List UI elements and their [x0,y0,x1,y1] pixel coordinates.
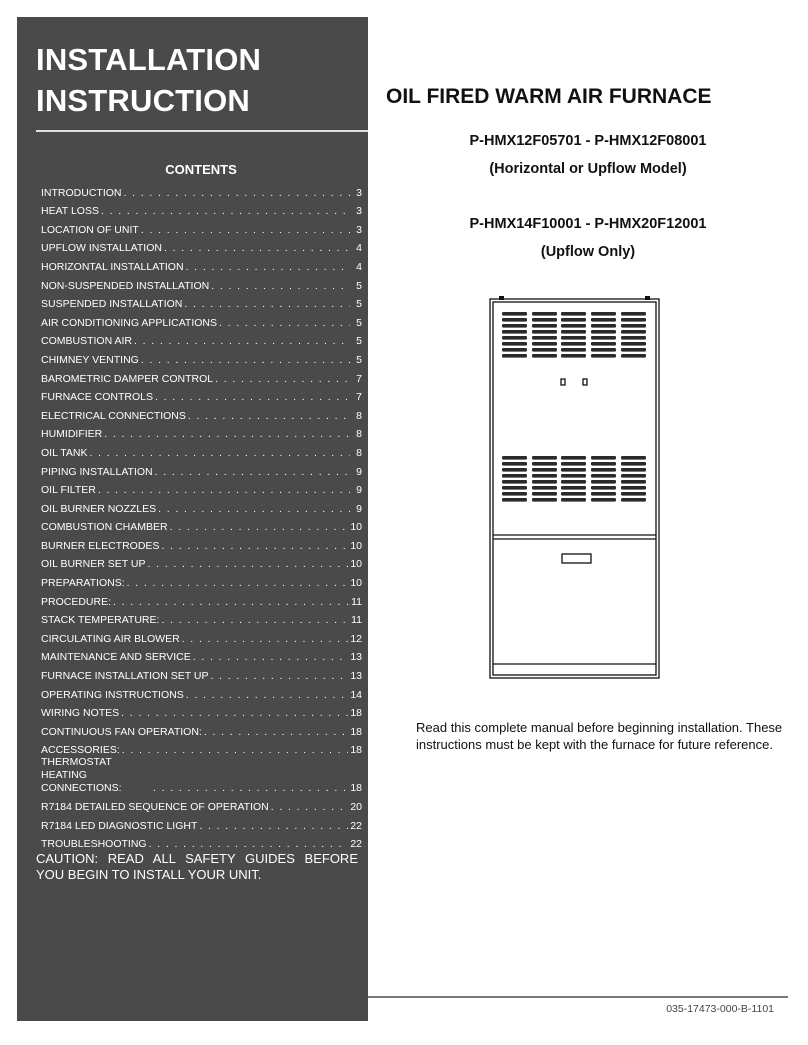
toc-entry-page: 18 [350,782,362,795]
toc-entry-page: 10 [350,577,362,590]
toc-leader-dots [204,726,348,739]
model-range-1-note: (Horizontal or Upflow Model) [489,161,687,177]
toc-entry-page: 10 [350,539,362,552]
louver-slot [621,348,646,352]
louver-slot [532,486,557,490]
louver-slot [621,318,646,322]
louver-slot [591,336,616,340]
toc-leader-dots [199,820,348,833]
toc-entry [41,311,362,330]
toc-entry-label: PIPING INSTALLATION [41,465,153,478]
toc-entry-page: 7 [356,372,362,385]
louver-slot [532,330,557,334]
toc-entry [41,181,362,200]
toc-entry-label: HEAT LOSS [41,205,99,218]
main-title: OIL FIRED WARM AIR FURNACE [386,85,712,108]
louver-slot [502,468,527,472]
louver-slot [591,492,616,496]
louver-slot [532,492,557,496]
toc-entry [41,218,362,237]
louver-slot [621,468,646,472]
toc-entry [41,274,362,293]
toc-entry-label: HUMIDIFIER [41,428,103,441]
model-range-1: P-HMX12F05701 - P-HMX12F08001 [469,133,707,149]
toc-entry-page: 4 [356,260,362,273]
louver-slot [561,336,586,340]
louver-slot [561,492,586,496]
toc-leader-dots [147,558,348,571]
toc-entry [41,237,362,256]
toc-entry-label: OIL FILTER [41,484,96,497]
toc-entry-page: 3 [356,186,362,199]
louver-slot [561,468,586,472]
louver-slot [561,354,586,358]
toc-entry-page: 3 [356,223,362,236]
toc-entry-label: TROUBLESHOOTING [41,838,147,851]
toc-entry-label: ACCESSORIES: [41,744,120,757]
louver-slot [591,486,616,490]
louver-slot [502,492,527,496]
toc-entry-label: OIL BURNER NOZZLES [41,502,157,515]
louver-slot [561,318,586,322]
toc-leader-dots [184,298,350,311]
toc-entry-label: LOCATION OF UNIT [41,223,139,236]
louver-slot [532,324,557,328]
table-of-contents [41,181,362,851]
louver-slot [502,498,527,502]
toc-leader-dots [210,670,348,683]
toc-entry-label: PREPARATIONS: [41,577,125,590]
toc-entry [41,646,362,665]
toc-entry [41,757,362,795]
title-divider [36,130,368,132]
caution-text: CAUTION: READ ALL SAFETY GUIDES BEFORE YOU BEGIN TO INSTALL YOUR UNIT. [36,851,358,882]
toc-entry [41,553,362,572]
louver-slot [591,354,616,358]
louver-slot [591,348,616,352]
toc-entry-label: AIR CONDITIONING APPLICATIONS [41,316,217,329]
louver-slot [532,456,557,460]
toc-entry-page: 22 [350,819,362,832]
toc-leader-dots [149,838,349,851]
toc-entry [41,404,362,423]
louver-slot [561,480,586,484]
toc-leader-dots [170,521,349,534]
toc-entry-label: OIL BURNER SET UP [41,558,146,571]
toc-entry-label: R7184 DETAILED SEQUENCE OF OPERATION [41,801,269,813]
toc-leader-dots [186,689,349,702]
toc-leader-dots [113,596,349,609]
toc-entry-label: HORIZONTAL INSTALLATION [41,260,184,273]
louver-slot [502,348,527,352]
louver-slot [591,312,616,316]
toc-entry-page: 9 [356,484,362,497]
toc-entry-label: WIRING NOTES [41,707,120,720]
toc-leader-dots [141,354,350,367]
toc-entry-label: BAROMETRIC DAMPER CONTROL [41,372,214,385]
toc-leader-dots [155,466,350,479]
toc-entry [41,367,362,386]
louver-slot [502,474,527,478]
toc-entry [41,330,362,349]
toc-entry-label: R7184 LED DIAGNOSTIC LIGHT [41,819,198,832]
louver-slot [561,330,586,334]
toc-leader-dots [153,782,348,795]
model-range-2-note: (Upflow Only) [540,244,636,260]
toc-leader-dots [215,373,350,386]
notice-text: Read this complete manual before beginning installation. These instructions must be kept with the furnace for future reference. [416,720,783,752]
louver-slot [502,324,527,328]
toc-entry-page: 11 [351,614,362,627]
louver-grilles [502,312,646,502]
louver-slot [621,342,646,346]
toc-leader-dots [104,428,350,441]
louver-slot [532,468,557,472]
toc-leader-dots [164,242,350,255]
toc-entry-label: UPFLOW INSTALLATION [41,242,162,255]
toc-entry [41,739,362,758]
toc-entry-label: BURNER ELECTRODES [41,539,160,552]
toc-entry [41,460,362,479]
louver-slot [591,324,616,328]
toc-leader-dots [122,744,349,757]
title-line-1: INSTALLATION [36,42,262,77]
toc-entry-label: NON-SUSPENDED INSTALLATION [41,279,210,292]
louver-slot [591,318,616,322]
toc-entry [41,200,362,219]
louver-slot [621,480,646,484]
toc-entry-label: ELECTRICAL CONNECTIONS [41,409,186,422]
toc-entry-page: 10 [350,558,362,571]
toc-leader-dots [182,633,349,646]
toc-entry [41,720,362,739]
toc-entry-page: 5 [356,316,362,329]
toc-entry [41,795,362,814]
louver-slot [532,498,557,502]
toc-entry-page: 8 [356,409,362,422]
toc-entry-page: 22 [350,838,362,851]
louver-slot [502,480,527,484]
toc-entry [41,590,362,609]
louver-slot [621,474,646,478]
toc-entry-page: 13 [350,670,362,683]
louver-slot [591,468,616,472]
toc-entry-page: 5 [356,298,362,311]
louver-slot [502,318,527,322]
sidebar [17,17,368,1021]
toc-leader-dots [134,335,350,348]
toc-entry-label: MAINTENANCE AND SERVICE [41,651,191,664]
toc-leader-dots [127,577,349,590]
toc-entry-page: 13 [350,651,362,664]
louver-slot [621,330,646,334]
toc-entry [41,534,362,553]
title-line-2: INSTRUCTION [36,83,251,118]
louver-slot [502,486,527,490]
toc-leader-dots [90,447,351,460]
toc-entry-label: SUSPENDED INSTALLATION [41,298,183,311]
toc-entry [41,386,362,405]
louver-slot [532,354,557,358]
louver-slot [561,498,586,502]
document-title [36,39,261,121]
louver-slot [532,474,557,478]
toc-leader-dots [101,205,350,218]
toc-leader-dots [193,651,349,664]
toc-entry-page: 20 [350,801,362,813]
louver-slot [591,330,616,334]
louver-slot [621,354,646,358]
louver-slot [532,312,557,316]
toc-entry [41,479,362,498]
toc-leader-dots [161,614,349,627]
louver-slot [532,336,557,340]
toc-entry-page: 10 [350,521,362,534]
louver-slot [502,354,527,358]
louver-slot [621,492,646,496]
toc-entry [41,348,362,367]
toc-leader-dots [155,391,350,404]
toc-leader-dots [271,801,349,814]
toc-entry [41,683,362,702]
toc-entry-label: CIRCULATING AIR BLOWER [41,632,180,645]
toc-entry-page: 14 [350,688,362,701]
louver-slot [591,342,616,346]
louver-slot [591,498,616,502]
toc-entry [41,702,362,721]
toc-entry-label: OIL TANK [41,446,88,459]
toc-entry-page: 8 [356,428,362,441]
toc-entry-page: 5 [356,353,362,366]
louver-slot [591,480,616,484]
toc-entry-label: THERMOSTAT HEATING CONNECTIONS: [41,757,122,795]
louver-slot [621,456,646,460]
louver-slot [621,498,646,502]
toc-entry [41,293,362,312]
louver-slot [502,330,527,334]
louver-slot [591,456,616,460]
louver-slot [621,324,646,328]
louver-slot [561,342,586,346]
toc-entry-page: 4 [356,242,362,255]
toc-leader-dots [161,540,348,553]
toc-leader-dots [141,224,350,237]
louver-slot [561,312,586,316]
toc-entry-page: 18 [350,725,362,738]
toc-leader-dots [219,317,350,330]
toc-leader-dots [121,707,348,720]
toc-leader-dots [158,503,350,516]
toc-entry-page: 9 [356,502,362,515]
louver-slot [561,456,586,460]
toc-entry [41,423,362,442]
furnace-illustration [488,296,661,681]
toc-entry-page: 5 [356,335,362,348]
toc-entry [41,833,362,852]
toc-entry-label: FURNACE INSTALLATION SET UP [41,670,209,683]
footer-divider [368,996,788,998]
model-range-2: P-HMX14F10001 - P-HMX20F12001 [469,216,707,232]
toc-entry [41,571,362,590]
louver-slot [532,480,557,484]
toc-entry [41,609,362,628]
toc-entry-page: 8 [356,446,362,459]
toc-entry-label: CONTINUOUS FAN OPERATION: [41,725,202,738]
toc-entry-label: OPERATING INSTRUCTIONS [41,688,184,701]
louver-slot [561,486,586,490]
louver-slot [532,462,557,466]
toc-entry-label: STACK TEMPERATURE: [41,614,160,627]
toc-entry [41,516,362,535]
document-number: 035-17473-000-B-1101 [666,1003,774,1015]
louver-slot [561,324,586,328]
louver-slot [502,462,527,466]
toc-entry-page: 3 [356,205,362,218]
toc-entry-page: 11 [351,595,362,608]
louver-slot [532,318,557,322]
toc-entry [41,441,362,460]
louver-slot [502,312,527,316]
toc-entry-label: INTRODUCTION [41,186,122,199]
louver-slot [532,342,557,346]
toc-entry-page: 12 [350,632,362,645]
toc-entry-label: PROCEDURE: [41,595,112,608]
toc-leader-dots [186,261,350,274]
louver-slot [502,342,527,346]
toc-entry [41,255,362,274]
toc-entry-page: 5 [356,279,362,292]
louver-slot [591,462,616,466]
toc-entry-label: FURNACE CONTROLS [41,391,154,404]
louver-slot [621,312,646,316]
toc-entry-page: 9 [356,465,362,478]
toc-entry [41,664,362,683]
louver-slot [621,486,646,490]
toc-entry-label: CHIMNEY VENTING [41,353,139,366]
louver-slot [591,474,616,478]
louver-slot [621,462,646,466]
louver-slot [532,348,557,352]
toc-entry [41,627,362,646]
toc-entry [41,814,362,833]
louver-slot [502,456,527,460]
louver-slot [561,474,586,478]
toc-entry-label: COMBUSTION CHAMBER [41,521,168,534]
toc-entry [41,497,362,516]
toc-entry-page: 18 [350,707,362,720]
louver-slot [502,336,527,340]
toc-leader-dots [98,484,350,497]
louver-slot [561,348,586,352]
toc-entry-label: COMBUSTION AIR [41,335,133,348]
toc-leader-dots [188,410,350,423]
toc-entry-page: 18 [350,744,362,757]
louver-slot [561,462,586,466]
toc-leader-dots [211,280,350,293]
toc-leader-dots [124,187,351,200]
toc-entry-page: 7 [356,391,362,404]
contents-heading: CONTENTS [165,162,237,177]
louver-slot [621,336,646,340]
